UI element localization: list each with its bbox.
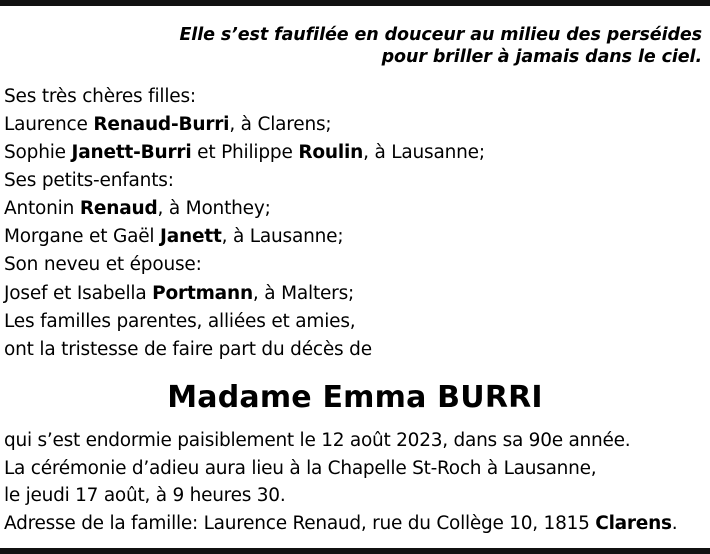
text-fragment: ont la tristesse de faire part du décès de [4,338,372,360]
details-line [4,482,706,510]
text-fragment: Ses très chères filles: [4,85,196,107]
family-line [4,336,706,364]
text-fragment: , à Malters; [252,282,355,304]
text-fragment: et Philippe [191,142,299,163]
text-fragment: Josef et Isabella [4,282,153,304]
text-fragment: Morgane et Gaël [4,226,161,248]
family-line [4,167,706,195]
epitaph-line: pour briller à jamais dans le ciel. [381,47,702,68]
surname: Portmann [152,282,253,304]
text-fragment: Son neveu et épouse: [4,254,202,276]
ceremony-details [4,427,706,538]
text-fragment: , à Monthey; [157,198,271,220]
text-fragment: le jeudi 17 août, à 9 heures 30. [4,485,286,507]
surname: Renaud [79,198,158,220]
family-line [4,111,706,139]
family-line [4,308,706,336]
text-fragment: Laurence [4,113,94,135]
text-fragment: La cérémonie d’adieu aura lieu à la Chapelle St-Roch à Lausanne, [4,457,597,479]
surname: Roulin [298,142,364,163]
family-line [4,223,706,251]
text-fragment: Ses petits-enfants: [4,170,174,192]
text-fragment: Antonin [4,198,80,220]
text-fragment: , à Lausanne; [221,226,344,248]
family-line [4,195,706,223]
family-line [4,251,706,279]
details-line [4,427,706,455]
deceased-name: Madame Emma BURRI [167,379,543,415]
family-list [4,83,706,364]
family-line [4,139,706,167]
surname: Clarens [595,513,672,535]
surname: Janett-Burri [71,142,192,163]
details-line [4,510,706,538]
text-fragment: , à Clarens; [229,113,332,135]
epitaph-line: Elle s’est faufilée en douceur au milieu des perséides [179,25,702,45]
surname: Janett [160,226,222,248]
text-fragment: Les familles parentes, alliées et amies, [4,310,356,332]
surname: Renaud-Burri [93,113,230,135]
family-line [4,83,706,111]
epitaph-text [4,6,706,69]
details-line [4,455,706,483]
text-fragment: qui s’est endormie paisiblement le 12 août 2023, dans sa 90e année. [4,429,631,451]
text-fragment: Adresse de la famille: Laurence Renaud, rue du Collège 10, 1815 [4,513,596,535]
text-fragment: Sophie [4,142,72,163]
family-line [4,280,706,308]
text-fragment: , à Lausanne; [363,142,485,163]
text-fragment: . [671,513,678,535]
